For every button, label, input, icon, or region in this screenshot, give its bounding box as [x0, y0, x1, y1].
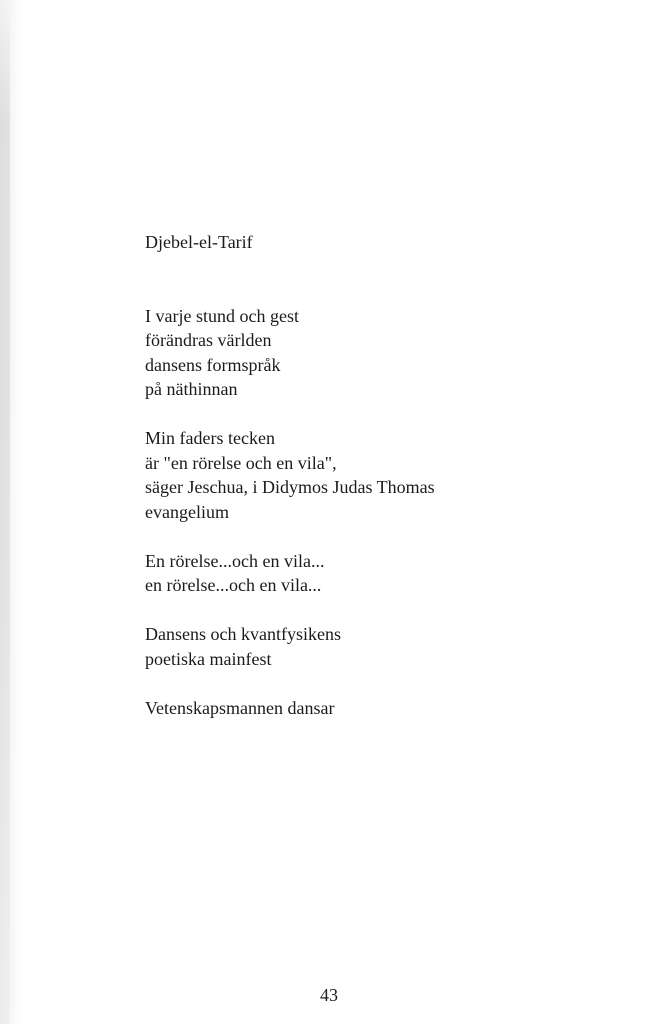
- poem-line: förändras världen: [145, 330, 272, 350]
- poem-line: Dansens och kvantfysikens: [145, 624, 341, 644]
- poem-line: I varje stund och gest: [145, 305, 299, 326]
- poem: [145, 230, 625, 720]
- stanza: [145, 304, 625, 402]
- page-gutter-shadow: [0, 0, 10, 1024]
- poem-line: en rörelse...och en vila...: [145, 575, 322, 595]
- stanza: [145, 696, 625, 721]
- stanza: [145, 426, 625, 524]
- poem-line: Min faders tecken: [145, 428, 275, 448]
- poem-line: Vetenskapsmannen dansar: [145, 697, 335, 718]
- poem-line: säger Jeschua, i Didymos Judas Thomas: [145, 477, 435, 497]
- poem-line: är "en rörelse och en vila",: [145, 452, 337, 473]
- stanza: [145, 549, 625, 598]
- page-number: 43: [320, 985, 338, 1005]
- poem-line: En rörelse...och en vila...: [145, 550, 325, 571]
- poem-line: på näthinnan: [145, 379, 238, 399]
- poem-line: poetiska mainfest: [145, 648, 272, 669]
- poem-line: evangelium: [145, 501, 229, 522]
- poem-title: Djebel-el-Tarif: [145, 232, 253, 252]
- stanza: [145, 622, 625, 671]
- poem-line: dansens formspråk: [145, 354, 281, 375]
